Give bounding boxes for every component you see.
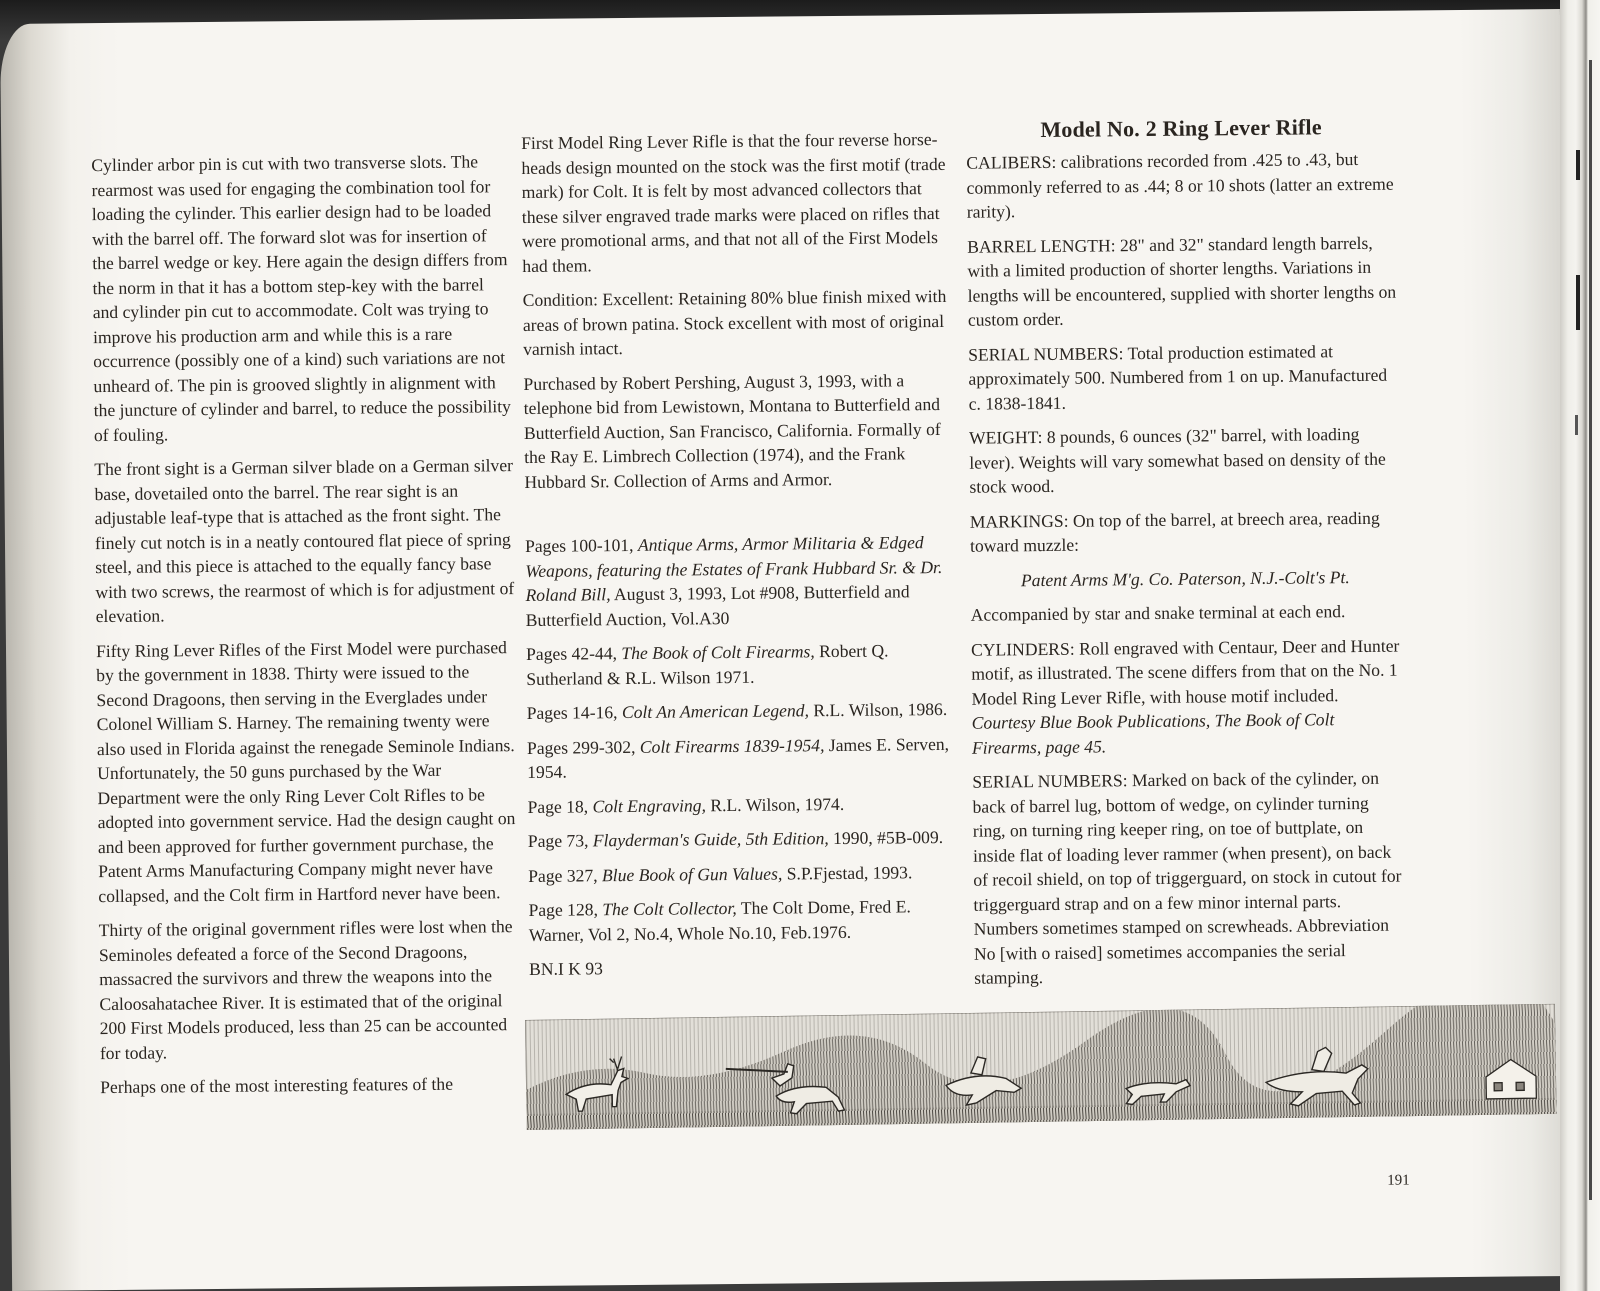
text-column-left: [91, 149, 520, 1109]
paragraph-provenance: Purchased by Robert Pershing, August 3, 1993, with a telephone bid from Lewistown, Montana to Butterfield and Butterfield Auction, San Francisco, California. Formally of the Ray E. Limbrech Collection (1974), and the Frank Hubbard Sr. Collection of Arms and Armor.: [523, 369, 941, 492]
reference-entry: Page 73, Flayderman's Guide, 5th Edition, 1990, #5B-009.: [527, 826, 944, 851]
reference-entry: Page 18, Colt Engraving, R.L. Wilson, 1974.: [527, 793, 845, 817]
text-column-middle: [521, 127, 964, 992]
reference-entry: Page 128, The Colt Collector, The Colt Dome, Fred E. Warner, Vol 2, No.4, Whole No.10, Feb.1976.: [528, 896, 911, 945]
spec-weight: WEIGHT: 8 pounds, 6 ounces (32" barrel, with loading lever). Weights will vary somewhat based on density of the stock wood.: [968, 423, 1386, 497]
reference-entry: Pages 14-16, Colt An American Legend, R.L. Wilson, 1986.: [526, 698, 948, 723]
page-edge: [1560, 0, 1600, 1291]
reference-entry: Pages 100-101, Antique Arms, Armor Militaria & Edged Weapons, featuring the Estates of Frank Hubbard Sr. & Dr. Roland Bill, August 3, 1993, Lot #908, Butterfield and Butterfield Auction, Vol.A30: [524, 532, 943, 630]
paragraph-arbor-pin: Cylinder arbor pin is cut with two transverse slots. The rearmost was used for engaging the combination tool for loading the cylinder. This earlier design had to be loaded with the barrel off. The forward slot was for insertion of the barrel wedge or key. Here again the design differs from the norm in that it has a bottom step-key with the barrel and cylinder pin cut to accommodate. Colt was trying to improve his production arm and while this is a rare occurrence (possibly one of a kind) such variations are not unheard of. The pin is grooved slightly in alignment with the juncture of cylinder and barrel, to reduce the possibility of fouling.: [91, 151, 512, 445]
reference-entry: Pages 299-302, Colt Firearms 1839-1954, James E. Serven, 1954.: [526, 733, 950, 782]
paragraph-seminoles: Thirty of the original government rifles were lost when the Seminoles defeated a force of the Second Dragoons, massacred the survivors and threw the weapons into the Caloosahatachee River. It is estimated that of the original 200 First Models produced, less than 25 can be accounted for today.: [98, 916, 513, 1063]
spec-accompanied: Accompanied by star and snake terminal at each end.: [970, 601, 1346, 625]
paragraph-front-sight: The front sight is a German silver blade on a German silver base, dovetailed onto the barrel. The rear sight is an adjustable leaf-type that is attached as the front sight. The finely cut notch is in a neatly contoured flat piece of spring steel, and this piece is attached to the equally fancy base with two screws, the rearmost of which is for adjustment of elevation.: [94, 455, 515, 627]
marking-inscription: Patent Arms M'g. Co. Paterson, N.J.-Colt's Pt.: [1020, 566, 1350, 590]
paragraph-condition: Condition: Excellent: Retaining 80% blue finish mixed with areas of brown patina. Stock excellent with most of original varnish intact.: [522, 285, 947, 359]
spec-calibers: CALIBERS: calibrations recorded from .425 to .43, but commonly referred to as .44; 8 or 10 shots (latter an extreme rarity).: [966, 148, 1394, 222]
paragraph-trade-mark: First Model Ring Lever Rifle is that the four reverse horse-heads design mounted on the stock was the first motif (trade mark) for Colt. It is felt by most advanced collectors that these silver engraved trade marks were placed on rifles that were promotional arms, and that not all of the First Models had them.: [521, 129, 946, 276]
spec-serial-numbers: SERIAL NUMBERS: Total production estimated at approximately 500. Numbered from 1 on up. Manufactured c. 1838-1841.: [968, 340, 1388, 414]
spec-serial-marked: SERIAL NUMBERS: Marked on back of the cylinder, on back of barrel lug, bottom of wedge, on cylinder turning ring, on turning ring keeper ring, on toe of buttplate, on inside flat of loading lever rammer (when present), on back of recoil shield, on top of triggerguard, on stock in cutout for triggerguard strap and on a few minor internal parts. Numbers sometimes stamped on screwheads. Abbreviation No [with o raised] sometimes accompanies the serial stamping.: [972, 767, 1402, 988]
spec-markings: MARKINGS: On top of the barrel, at breech area, reading toward muzzle:: [969, 507, 1380, 556]
reference-entry: Pages 42-44, The Book of Colt Firearms, Robert Q. Sutherland & R.L. Wilson 1971.: [525, 640, 889, 689]
reference-entry: Page 327, Blue Book of Gun Values, S.P.Fjestad, 1993.: [528, 861, 913, 886]
page-number: 191: [1387, 1172, 1410, 1189]
catalog-code: BN.I K 93: [528, 958, 603, 979]
paragraph-interesting-features: Perhaps one of the most interesting features of the: [100, 1073, 454, 1098]
cylinder-engraving-illustration: [525, 1004, 1557, 1130]
paragraph-government-purchase: Fifty Ring Lever Rifles of the First Model were purchased by the government in 1838. Thirty were issued to the Second Dragoons, then serving in the Everglades under Colonel William S. Harney. The remaining twenty were also used in Florida against the renegade Seminole Indians. Unfortunately, the 50 guns purchased by the War Department were the only Ring Lever Colt Rifles to be adopted into government service. Had the design caught on and been approved for further government purchase, the Patent Arms Manufacturing Company might never have collapsed, and the Colt firm in Hartford never have been.: [95, 636, 516, 906]
text-column-right: [966, 113, 1404, 1001]
spec-barrel-length: BARREL LENGTH: 28" and 32" standard length barrels, with a limited production of shorter lengths. Variations in lengths will be encountered, supplied with shorter lengths on custom order.: [967, 232, 1397, 330]
section-heading: Model No. 2 Ring Lever Rifle: [1040, 114, 1322, 143]
spec-cylinders: CYLINDERS: Roll engraved with Centaur, Deer and Hunter motif, as illustrated. The scene differs from that on the No. 1 Model Ring Lever Rifle, with house motif included. Courtesy Blue Book Publications, The Book of Colt Firearms, page 45.: [970, 635, 1400, 758]
